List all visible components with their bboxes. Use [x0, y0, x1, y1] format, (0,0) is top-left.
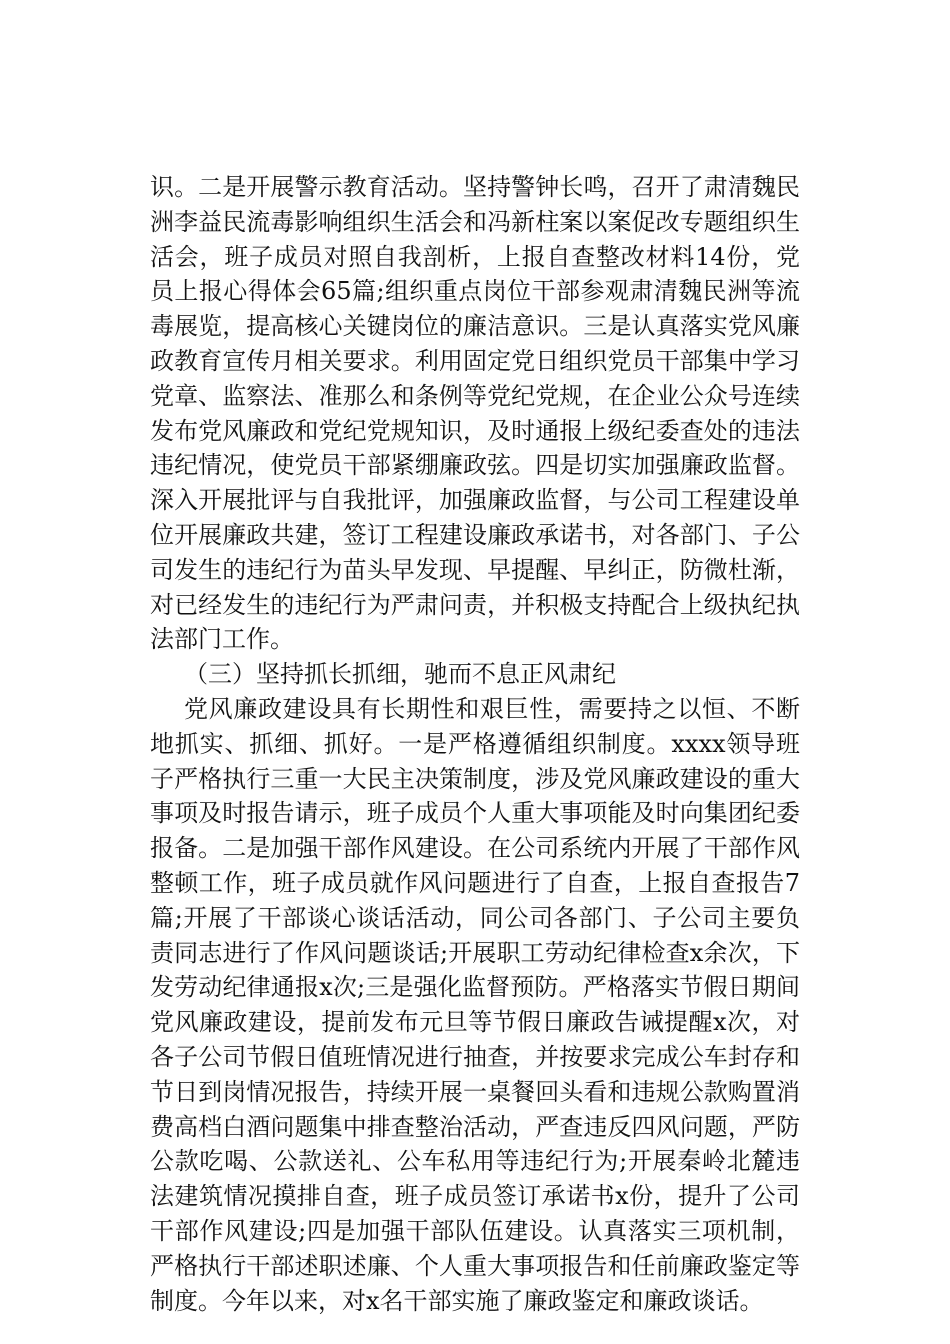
paragraph-warning-education: 识。二是开展警示教育活动。坚持警钟长鸣，召开了肃清魏民洲李益民流毒影响组织生活会和冯新柱案以案促改专题组织生活会，班子成员对照自我剖析，上报自查整改材料14份，党员上报心得体会65篇;组织重点岗位干部参观肃清魏民洲等流毒展览，提高核心关键岗位的廉洁意识。三是认真落实党风廉政教育宣传月相关要求。利用固定党日组织党员干部集中学习党章、监察法、准那么和条例等党纪党规，在企业公众号连续发布党风廉政和党纪党规知识，及时通报上级纪委查处的违法违纪情况，使党员干部紧绷廉政弦。四是切实加强廉政监督。深入开展批评与自我批评，加强廉政监督，与公司工程建设单位开展廉政共建，签订工程建设廉政承诺书，对各部门、子公司发生的违纪行为苗头早发现、早提醒、早纠正，防微杜渐，对已经发生的违纪行为严肃问责，并积极支持配合上级执纪执法部门工作。 [150, 173, 800, 654]
paragraph-discipline: 党风廉政建设具有长期性和艰巨性，需要持之以恒、不断地抓实、抓细、抓好。一是严格遵循组织制度。xxxx领导班子严格执行三重一大民主决策制度，涉及党风廉政建设的重大事项及时报告请示，班子成员个人重大事项能及时向集团纪委报备。二是加强干部作风建设。在公司系统内开展了干部作风整顿工作，班子成员就作风问题进行了自查，上报自查报告7篇;开展了干部谈心谈话活动，同公司各部门、子公司主要负责同志进行了作风问题谈话;开展职工劳动纪律检查x余次，下发劳动纪律通报x次;三是强化监督预防。严格落实节假日期间党风廉政建设，提前发布元旦等节假日廉政告诫提醒x次，对各子公司节假日值班情况进行抽查，并按要求完成公车封存和节日到岗情况报告，持续开展一桌餐回头看和违规公款购置消费高档白酒问题集中排查整治活动，严查违反四风问题，严防公款吃喝、公款送礼、公车私用等违纪行为;开展秦岭北麓违法建筑情况摸排自查，班子成员签订承诺书x份，提升了公司干部作风建设;四是加强干部队伍建设。认真落实三项机制，严格执行干部述职述廉、个人重大事项报告和任前廉政鉴定等制度。今年以来，对x名干部实施了廉政鉴定和廉政谈话。 [150, 694, 800, 1315]
section-heading-3: （三）坚持抓长抓细，驰而不息正风肃纪 [184, 660, 616, 689]
document-body [150, 170, 800, 1318]
